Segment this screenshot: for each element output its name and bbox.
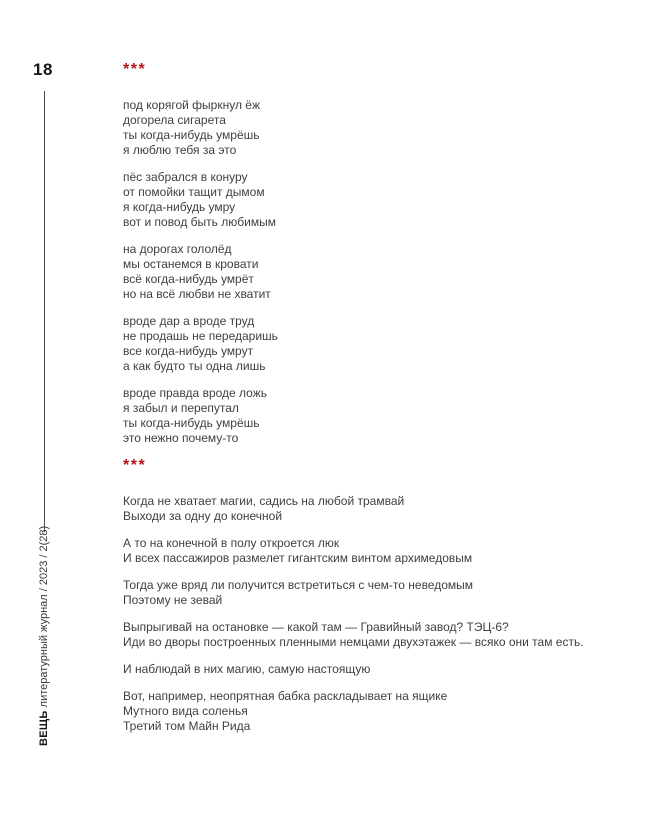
poem-line: все когда-нибудь умрут [123, 344, 254, 358]
stanza [123, 98, 278, 158]
poem-line: всё когда-нибудь умрёт [123, 272, 254, 286]
page-number: 18 [33, 60, 53, 79]
poem-section-second [123, 458, 584, 734]
poem-line: А то на конечной в полу откроется люк [123, 536, 340, 550]
stanza [123, 578, 584, 608]
poem-line: мы останемся в кровати [123, 257, 259, 271]
poem-marker: *** [123, 457, 147, 474]
poem-section-first [123, 62, 278, 446]
stanza [123, 662, 584, 677]
stanza [123, 242, 278, 302]
poem-line: но на всё любви не хватит [123, 287, 271, 301]
poem-line: это нежно почему-то [123, 431, 239, 445]
poem-line: Выходи за одну до конечной [123, 509, 283, 523]
journal-title: ВЕЩЬ [38, 710, 50, 746]
poem-line: вроде дар а вроде труд [123, 314, 255, 328]
poem-line: я забыл и перепутал [123, 401, 239, 415]
poem-line: Когда не хватает магии, садись на любой трамвай [123, 494, 405, 508]
poem-line: Третий том Майн Рида [123, 719, 251, 733]
poem-line: Иди во дворы построенных пленными немцами двухэтажек — всяко они там есть. [123, 635, 584, 649]
poem-line: ты когда-нибудь умрёшь [123, 128, 260, 142]
poem-line: ты когда-нибудь умрёшь [123, 416, 260, 430]
poem-line: пёс забрался в конуру [123, 170, 248, 184]
poem-body [123, 98, 278, 446]
stanza [123, 170, 278, 230]
poem-line: вот и повод быть любимым [123, 215, 276, 229]
poem-line: догорела сигарета [123, 113, 226, 127]
stanza [123, 494, 584, 524]
poem-line: Мутного вида соленья [123, 704, 248, 718]
poem-line: И всех пассажиров размелет гигантским винтом архимедовым [123, 551, 473, 565]
poem-line: Выпрыгивай на остановке — какой там — Гравийный завод? ТЭЦ-6? [123, 620, 509, 634]
sidebar-rule [44, 91, 45, 532]
stanza [123, 314, 278, 374]
poem-line: вроде правда вроде ложь [123, 386, 267, 400]
poem-line: под корягой фыркнул ёж [123, 98, 260, 112]
stanza [123, 689, 584, 734]
poem-line: я люблю тебя за это [123, 143, 237, 157]
poem-line: Поэтому не зевай [123, 593, 223, 607]
journal-caption [38, 525, 51, 746]
poem-line: Вот, например, неопрятная бабка раскладывает на ящике [123, 689, 448, 703]
journal-caption-rest: литературный журнал / 2023 / 2(28) [38, 525, 50, 711]
poem-line: на дорогах гололёд [123, 242, 232, 256]
poem-line: а как будто ты одна лишь [123, 359, 266, 373]
stanza [123, 386, 278, 446]
poem-body [123, 494, 584, 734]
poem-line: не продашь не передаришь [123, 329, 278, 343]
poem-line: И наблюдай в них магию, самую настоящую [123, 662, 371, 676]
poem-marker: *** [123, 61, 147, 78]
poem-line: я когда-нибудь умру [123, 200, 236, 214]
stanza [123, 620, 584, 650]
poem-line: от помойки тащит дымом [123, 185, 265, 199]
poem-line: Тогда уже вряд ли получится встретиться с чем-то неведомым [123, 578, 474, 592]
stanza [123, 536, 584, 566]
